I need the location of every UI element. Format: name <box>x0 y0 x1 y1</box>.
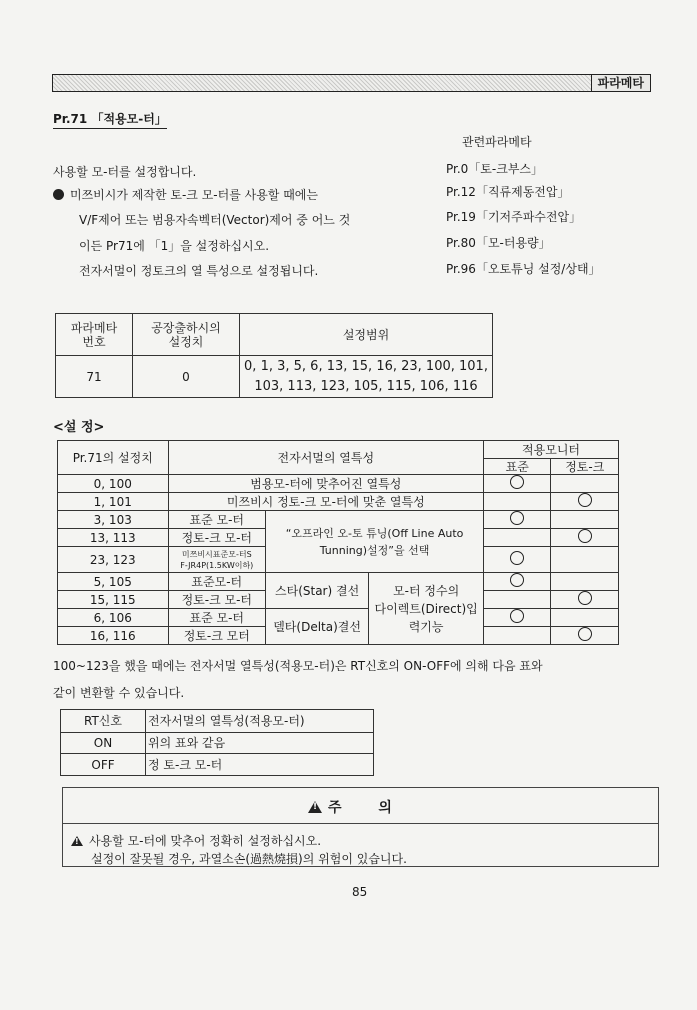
offline-tuning-note: “오프라인 오-토 튜닝(Off Line Auto Tunning)설정”을 선택 <box>266 511 484 573</box>
standard-mark <box>484 547 551 573</box>
star-connection: 스타(Star) 결선 <box>266 573 369 609</box>
caution-line: !사용할 모-터에 맞추어 정확히 설정하십시오. <box>71 832 321 849</box>
rt-header-signal: RT신호 <box>61 710 146 733</box>
intro-line: 이든 Pr71에 「1」을 설정하십시오. <box>79 239 270 253</box>
caution-divider <box>63 823 658 824</box>
torque-mark <box>551 627 619 645</box>
circle-mark-icon <box>578 627 592 641</box>
circle-mark-icon <box>578 493 592 507</box>
setting-desc: 표준 모-터 <box>168 511 266 529</box>
setting-value: 16, 116 <box>58 627 169 645</box>
rt-off: OFF <box>61 754 146 776</box>
section-header-bar <box>52 74 651 92</box>
param-header-number: 파라메타 번호 <box>56 314 133 356</box>
setting-value: 3, 103 <box>58 511 169 529</box>
setting-col-thermal-header: 전자서멀의 열특성 <box>168 441 484 475</box>
setting-value: 5, 105 <box>58 573 169 591</box>
standard-mark <box>484 511 551 529</box>
intro-line: V/F제어 또는 범용자속벡터(Vector)제어 중 어느 것 <box>79 213 351 227</box>
related-item: Pr.80「모-터용량」 <box>446 236 551 250</box>
setting-col-value-header: Pr.71의 설정치 <box>58 441 169 475</box>
setting-col-monitor-header: 적용모니터 <box>484 441 619 459</box>
param-number: 71 <box>56 356 133 398</box>
setting-desc: 정토-크 모터 <box>168 627 266 645</box>
caution-box <box>62 787 659 867</box>
intro-bullet-text: 미쯔비시가 제작한 토-크 모-터를 사용할 때에는 <box>70 188 318 202</box>
standard-mark <box>484 475 551 493</box>
circle-mark-icon <box>510 475 524 489</box>
setting-value: 13, 113 <box>58 529 169 547</box>
delta-connection: 델타(Delta)결선 <box>266 609 369 645</box>
circle-mark-icon <box>510 551 524 565</box>
rt-header-thermal: 전자서멀의 열특성(적용모-터) <box>146 710 374 733</box>
circle-mark-icon <box>578 529 592 543</box>
intro-bullet-line <box>53 186 318 203</box>
torque-mark <box>551 547 619 573</box>
warning-icon <box>308 801 322 813</box>
setting-desc: 정토-크 모-터 <box>168 529 266 547</box>
related-item: Pr.0「토-크부스」 <box>446 162 544 176</box>
standard-mark <box>484 591 551 609</box>
caution-title-row <box>308 797 408 817</box>
setting-value: 0, 100 <box>58 475 169 493</box>
setting-desc: 정토-크 모-터 <box>168 591 266 609</box>
setting-desc: 표준 모-터 <box>168 609 266 627</box>
setting-desc: 범용모-터에 맞추어진 열특성 <box>168 475 484 493</box>
circle-mark-icon <box>510 573 524 587</box>
setting-table <box>57 440 619 645</box>
rt-note-line: 같이 변환할 수 있습니다. <box>53 686 185 700</box>
param-default: 0 <box>133 356 240 398</box>
page-number: 85 <box>352 885 368 899</box>
caution-title: 주 의 <box>328 800 408 816</box>
circle-mark-icon <box>578 591 592 605</box>
setting-value: 15, 115 <box>58 591 169 609</box>
intro-line: 전자서멀이 정토크의 열 특성으로 설정됩니다. <box>79 264 319 278</box>
setting-col-standard: 표준 <box>484 459 551 475</box>
torque-mark <box>551 591 619 609</box>
warning-small-icon <box>71 836 83 846</box>
standard-mark <box>484 573 551 591</box>
bullet-dot-icon <box>53 189 64 200</box>
param-range: 0, 1, 3, 5, 6, 13, 15, 16, 23, 100, 101, 103, 113, 123, 105, 115, 106, 116 <box>240 356 493 398</box>
standard-mark <box>484 627 551 645</box>
setting-value: 1, 101 <box>58 493 169 511</box>
torque-mark <box>551 573 619 591</box>
related-item: Pr.19「기저주파수전압」 <box>446 210 582 224</box>
page-title: Pr.71 「적용모-터」 <box>53 110 167 129</box>
torque-mark <box>551 529 619 547</box>
rt-signal-table <box>60 709 374 776</box>
torque-mark <box>551 475 619 493</box>
rt-on-desc: 위의 표와 같음 <box>146 732 374 754</box>
setting-desc: 미쯔비시표준모-터S F-JR4P(1.5KW이하) <box>168 547 266 573</box>
related-item: Pr.96「오토튜닝 설정/상태」 <box>446 262 601 276</box>
related-item: Pr.12「직류제동전압」 <box>446 185 570 199</box>
torque-mark <box>551 511 619 529</box>
related-heading: 관련파라메타 <box>462 135 532 149</box>
section-header-label: 파라메타 <box>591 75 650 91</box>
intro-line: 사용할 모-터를 설정합니다. <box>53 165 197 179</box>
setting-value: 23, 123 <box>58 547 169 573</box>
param-header-default: 공장출하시의 설정치 <box>133 314 240 356</box>
param-header-range: 설정범위 <box>240 314 493 356</box>
setting-desc: 미쯔비시 정토-크 모-터에 맞춘 열특성 <box>168 493 484 511</box>
direct-input-function: 모-터 정수의 다이렉트(Direct)입 력기능 <box>369 573 484 645</box>
setting-heading: <설 정> <box>53 420 105 435</box>
torque-mark <box>551 609 619 627</box>
circle-mark-icon <box>510 511 524 525</box>
setting-desc: 표준모-터 <box>168 573 266 591</box>
setting-col-constant-torque: 정토-크 <box>551 459 619 475</box>
standard-mark <box>484 493 551 511</box>
torque-mark <box>551 493 619 511</box>
caution-line: 설정이 잘못될 경우, 과열소손(過熱燒損)의 위험이 있습니다. <box>91 852 407 866</box>
rt-on: ON <box>61 732 146 754</box>
setting-value: 6, 106 <box>58 609 169 627</box>
rt-off-desc: 정 토-크 모-터 <box>146 754 374 776</box>
standard-mark <box>484 609 551 627</box>
circle-mark-icon <box>510 609 524 623</box>
parameter-table <box>55 313 493 398</box>
rt-note-line: 100~123을 했을 때에는 전자서멀 열특성(적용모-터)은 RT신호의 ON-OFF에 의해 다음 표와 <box>53 659 543 673</box>
standard-mark <box>484 529 551 547</box>
